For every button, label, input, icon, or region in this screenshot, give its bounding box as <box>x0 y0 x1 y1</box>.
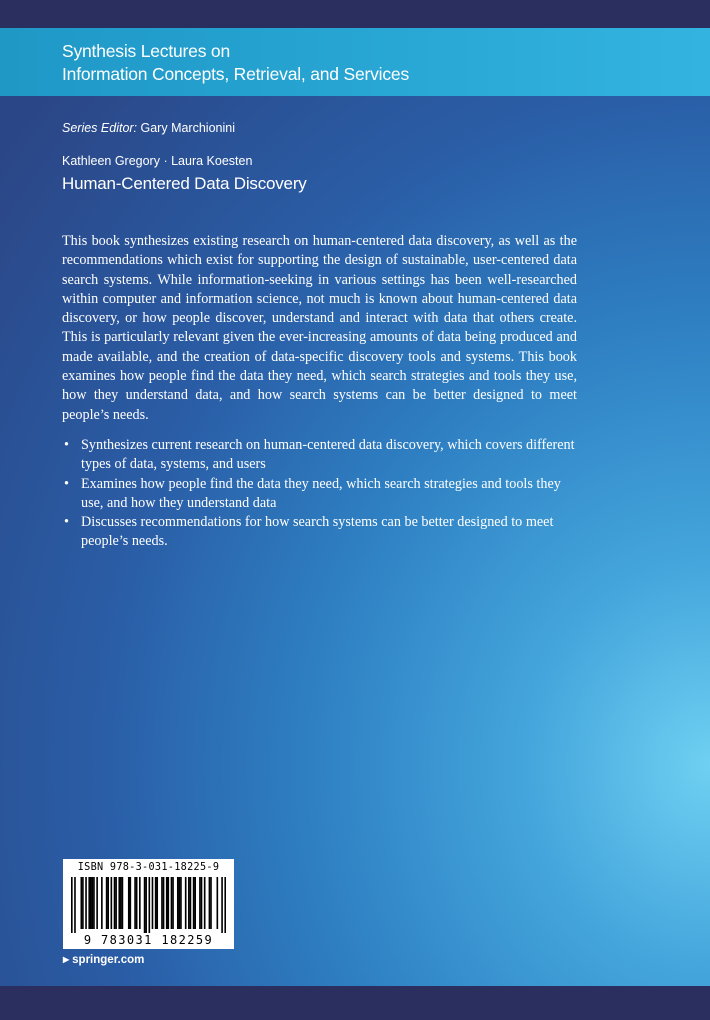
bullet-icon: • <box>64 475 69 492</box>
series-editor-name: Gary Marchionini <box>137 121 235 135</box>
isbn-barcode <box>63 859 234 949</box>
website-label: springer.com <box>72 954 145 966</box>
feature-text: Synthesizes current research on human-centered data discovery, which covers different types of data, systems, and users <box>81 436 575 473</box>
authors: Kathleen Gregory · Laura Koesten <box>62 154 253 168</box>
publisher-website[interactable] <box>63 954 144 966</box>
description-block <box>62 232 577 552</box>
bullet-icon: • <box>64 436 69 453</box>
series-title-line-1: Synthesis Lectures on <box>62 41 230 61</box>
series-title <box>62 40 622 86</box>
series-title-line-2: Information Concepts, Retrieval, and Services <box>62 64 409 84</box>
feature-list-item <box>62 475 577 514</box>
feature-text: Examines how people find the data they need, which search strategies and tools they use, and how they understand data <box>81 475 561 511</box>
feature-list-item <box>62 513 577 552</box>
book-title: Human-Centered Data Discovery <box>62 174 307 193</box>
isbn-label: ISBN 978-3-031-18225-9 <box>77 862 220 873</box>
description-paragraph: This book synthesizes existing research on human-centered data discovery, as well as the recommendations which exist for supporting the design of sustainable, user-centered data search systems. While information-seeking in various settings has been well-researched within computer and information science, not much is known about human-centered data discovery, or how people discover, understand and interact with data that others create. This is particularly relevant given the ever-increasing amounts of data being produced and made available, and the creation of data-specific discovery tools and systems. This book examines how people find the data they need, which search strategies and tools they use, how they understand data, and how search systems can be better designed to meet people’s needs. <box>62 233 577 423</box>
series-editor-label: Series Editor: <box>62 121 138 135</box>
top-strip <box>0 0 710 28</box>
barcode-icon <box>71 877 226 933</box>
feature-list-item <box>62 436 577 475</box>
bottom-strip <box>0 986 710 1020</box>
feature-list <box>62 436 577 552</box>
series-editor <box>62 121 235 135</box>
arrow-right-icon: ▶ <box>63 955 70 964</box>
feature-text: Discusses recommendations for how search systems can be better designed to meet people’s needs. <box>81 514 554 550</box>
bullet-icon: • <box>64 514 69 531</box>
barcode-digits: 9 783031 182259 <box>83 933 214 947</box>
